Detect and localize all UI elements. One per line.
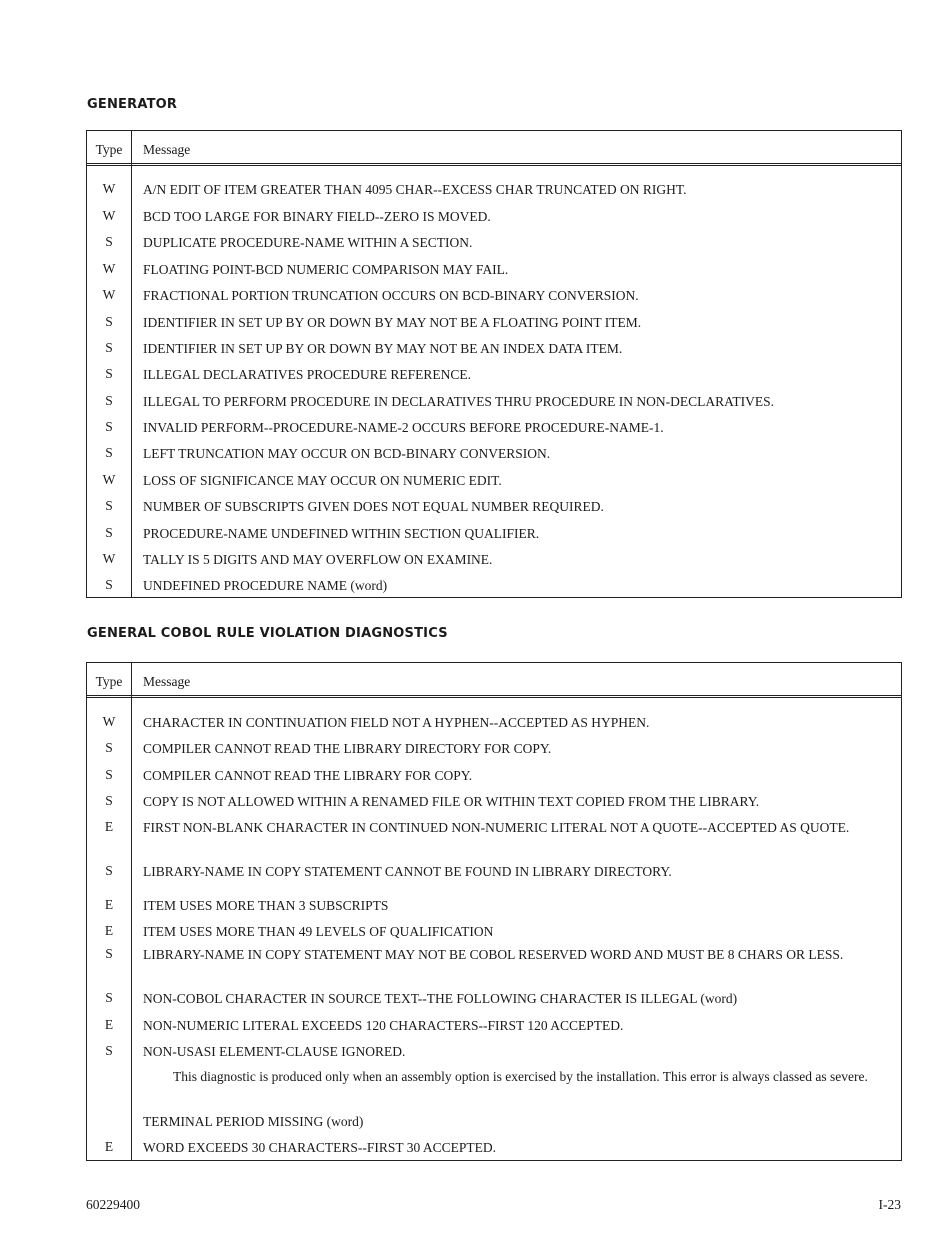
header-message: Message <box>143 142 191 157</box>
generator-diagnostics-table <box>86 130 902 598</box>
message-type: E <box>104 819 114 834</box>
message-type: W <box>102 261 116 276</box>
message-text: FIRST NON-BLANK CHARACTER IN CONTINUED NON-NUMERIC LITERAL NOT A QUOTE--ACCEPTED AS QUOTE. <box>143 820 850 835</box>
message-type: W <box>102 472 116 487</box>
message-text: COMPILER CANNOT READ THE LIBRARY DIRECTORY FOR COPY. <box>143 741 552 756</box>
message-text: This diagnostic is produced only when an assembly option is exercised by the installation. This error is always classed as severe. <box>173 1069 868 1084</box>
message-type: W <box>102 181 116 196</box>
message-type: W <box>102 714 116 729</box>
message-text: LOSS OF SIGNIFICANCE MAY OCCUR ON NUMERIC EDIT. <box>143 473 502 488</box>
message-text: ILLEGAL DECLARATIVES PROCEDURE REFERENCE. <box>143 367 471 382</box>
header-type: Type <box>95 674 123 689</box>
message-type: S <box>105 990 113 1005</box>
message-type: S <box>105 863 113 878</box>
message-text: NON-COBOL CHARACTER IN SOURCE TEXT--THE FOLLOWING CHARACTER IS ILLEGAL (word) <box>143 991 738 1006</box>
message-text: ITEM USES MORE THAN 49 LEVELS OF QUALIFICATION <box>143 924 494 939</box>
message-text: PROCEDURE-NAME UNDEFINED WITHIN SECTION QUALIFIER. <box>143 526 540 541</box>
message-type: E <box>104 897 114 912</box>
message-type: S <box>105 793 113 808</box>
header-type: Type <box>95 142 123 157</box>
message-type: W <box>102 551 116 566</box>
message-text: TALLY IS 5 DIGITS AND MAY OVERFLOW ON EXAMINE. <box>143 552 493 567</box>
message-text: COMPILER CANNOT READ THE LIBRARY FOR COPY. <box>143 768 473 783</box>
message-text: LIBRARY-NAME IN COPY STATEMENT CANNOT BE FOUND IN LIBRARY DIRECTORY. <box>143 864 672 879</box>
message-text: WORD EXCEEDS 30 CHARACTERS--FIRST 30 ACCEPTED. <box>143 1140 497 1155</box>
header-message: Message <box>143 674 191 689</box>
message-type: S <box>105 498 113 513</box>
message-type: S <box>105 393 113 408</box>
message-type: S <box>105 314 113 329</box>
message-type: S <box>105 234 113 249</box>
message-text: IDENTIFIER IN SET UP BY OR DOWN BY MAY NOT BE AN INDEX DATA ITEM. <box>143 341 623 356</box>
message-type: S <box>105 525 113 540</box>
message-type: S <box>105 366 113 381</box>
message-text: NON-NUMERIC LITERAL EXCEEDS 120 CHARACTERS--FIRST 120 ACCEPTED. <box>143 1018 624 1033</box>
message-text: IDENTIFIER IN SET UP BY OR DOWN BY MAY NOT BE A FLOATING POINT ITEM. <box>143 315 642 330</box>
message-text: COPY IS NOT ALLOWED WITHIN A RENAMED FILE OR WITHIN TEXT COPIED FROM THE LIBRARY. <box>143 794 760 809</box>
message-text: ILLEGAL TO PERFORM PROCEDURE IN DECLARATIVES THRU PROCEDURE IN NON-DECLARATIVES. <box>143 394 775 409</box>
column-divider <box>131 131 132 597</box>
message-type: S <box>105 577 113 592</box>
message-text: LEFT TRUNCATION MAY OCCUR ON BCD-BINARY CONVERSION. <box>143 446 551 461</box>
message-text: TERMINAL PERIOD MISSING (word) <box>143 1114 364 1129</box>
message-type: S <box>105 1043 113 1058</box>
message-text: DUPLICATE PROCEDURE-NAME WITHIN A SECTION. <box>143 235 473 250</box>
message-type: S <box>105 340 113 355</box>
message-text: INVALID PERFORM--PROCEDURE-NAME-2 OCCURS BEFORE PROCEDURE-NAME-1. <box>143 420 664 435</box>
message-type: S <box>105 946 113 961</box>
message-type: E <box>104 923 114 938</box>
message-text: NON-USASI ELEMENT-CLAUSE IGNORED. <box>143 1044 406 1059</box>
message-type: E <box>104 1017 114 1032</box>
message-text: LIBRARY-NAME IN COPY STATEMENT MAY NOT BE COBOL RESERVED WORD AND MUST BE 8 CHARS OR LESS. <box>143 947 844 962</box>
page-number: I-23 <box>878 1197 901 1212</box>
message-text: A/N EDIT OF ITEM GREATER THAN 4095 CHAR--EXCESS CHAR TRUNCATED ON RIGHT. <box>143 182 687 197</box>
table-header <box>87 663 901 698</box>
section-title-general-cobol: GENERAL COBOL RULE VIOLATION DIAGNOSTICS <box>87 626 448 641</box>
message-type: W <box>102 208 116 223</box>
message-text: ITEM USES MORE THAN 3 SUBSCRIPTS <box>143 898 389 913</box>
message-type: S <box>105 445 113 460</box>
message-text: UNDEFINED PROCEDURE NAME (word) <box>143 578 388 593</box>
message-text: FRACTIONAL PORTION TRUNCATION OCCURS ON BCD-BINARY CONVERSION. <box>143 288 639 303</box>
message-text: CHARACTER IN CONTINUATION FIELD NOT A HYPHEN--ACCEPTED AS HYPHEN. <box>143 715 650 730</box>
message-text: NUMBER OF SUBSCRIPTS GIVEN DOES NOT EQUAL NUMBER REQUIRED. <box>143 499 604 514</box>
message-text: BCD TOO LARGE FOR BINARY FIELD--ZERO IS MOVED. <box>143 209 491 224</box>
message-type: S <box>105 740 113 755</box>
message-type: S <box>105 767 113 782</box>
message-type: S <box>105 419 113 434</box>
cobol-rule-diagnostics-table <box>86 662 902 1161</box>
table-header <box>87 131 901 166</box>
section-title-generator: GENERATOR <box>87 97 178 112</box>
message-text: FLOATING POINT-BCD NUMERIC COMPARISON MAY FAIL. <box>143 262 509 277</box>
document-number: 60229400 <box>86 1197 140 1212</box>
column-divider <box>131 663 132 1160</box>
message-type: E <box>104 1139 114 1154</box>
message-type: W <box>102 287 116 302</box>
